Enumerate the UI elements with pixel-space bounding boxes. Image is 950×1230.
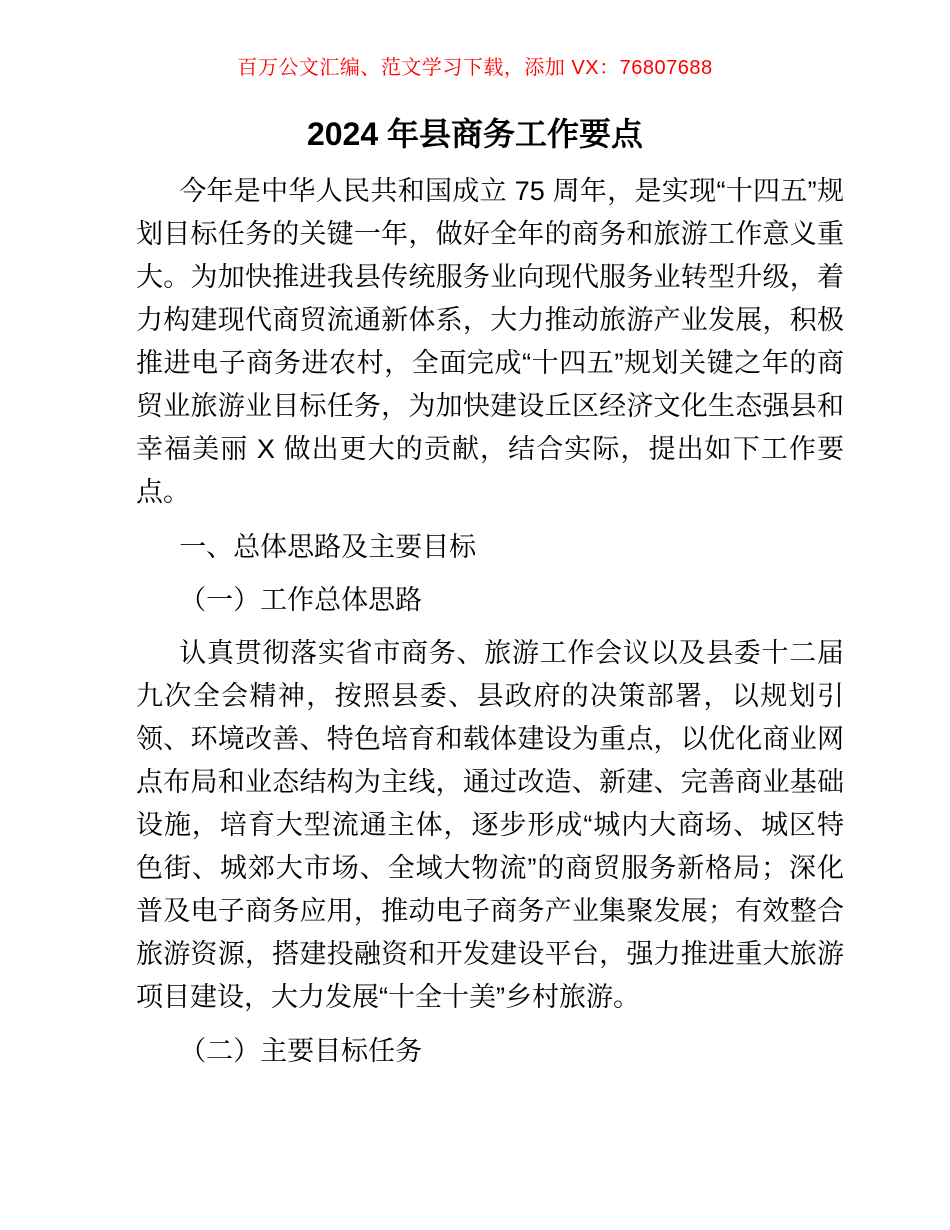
subsection-heading-main-targets: （二）主要目标任务 (179, 1036, 423, 1066)
work-approach-paragraph: 认真贯彻落实省市商务、旅游工作会议以及县委十二届九次全会精神，按照县委、县政府的决策部署，以规划引领、环境改善、特色培育和载体建设为重点，以优化商业网点布局和业态结构为主线，通过改造、新建、完善商业基础设施，培育大型流通主体，逐步形成“城内大商场、城区特色街、城郊大市场、全域大物流”的商贸服务新格局；深化普及电子商务应用，推动电子商务产业集聚发展；有效整合旅游资源，搭建投融资和开发建设平台，强力推进重大旅游项目建设，大力发展“十全十美”乡村旅游。 (136, 638, 844, 1012)
watermark-banner: 百万公文汇编、范文学习下载，添加 VX：76807688 (237, 57, 713, 79)
intro-paragraph: 今年是中华人民共和国成立 75 周年，是实现“十四五”规划目标任务的关键一年，做好全年的商务和旅游工作意义重大。为加快推进我县传统服务业向现代服务业转型升级，着力构建现代商贸流通新体系，大力推动旅游产业发展，积极推进电子商务进农村，全面完成“十四五”规划关键之年的商贸业旅游业目标任务，为加快建设丘区经济文化生态强县和幸福美丽 X 做出更大的贡献，结合实际，提出如下工作要点。 (136, 176, 844, 507)
document-title: 2024 年县商务工作要点 (306, 116, 644, 152)
subsection-heading-work-approach: （一）工作总体思路 (179, 585, 423, 615)
section-heading-overall-goals: 一、总体思路及主要目标 (179, 532, 477, 562)
